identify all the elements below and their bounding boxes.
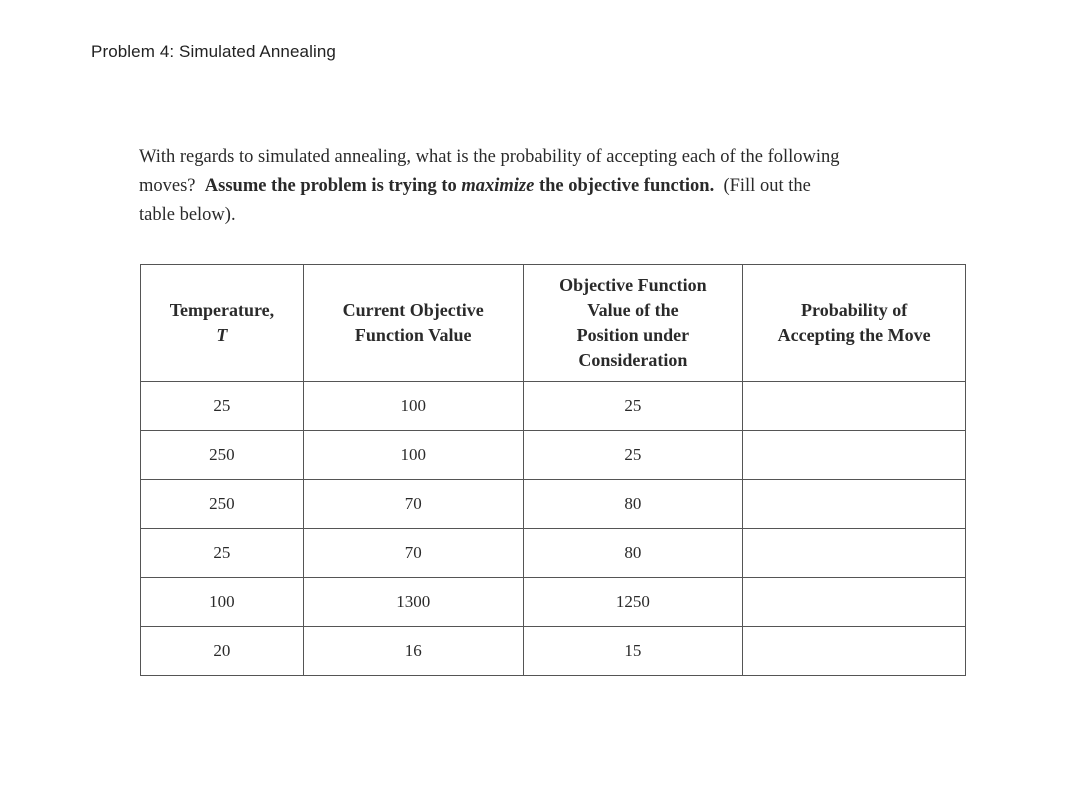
- table-row: [141, 529, 966, 578]
- header-probability-line-2: Accepting the Move: [777, 325, 931, 345]
- header-temperature-label: Temperature,: [169, 300, 275, 320]
- header-candidate-line-4: Consideration: [578, 350, 688, 370]
- cell-probability[interactable]: [743, 480, 966, 529]
- header-candidate-line-2: Value of the: [587, 300, 679, 320]
- cell-current-value: 70: [303, 529, 523, 578]
- page-title: Problem 4: Simulated Annealing: [91, 42, 336, 61]
- cell-temperature: 25: [141, 382, 304, 431]
- table-row: [141, 627, 966, 676]
- cell-temperature: 250: [141, 431, 304, 480]
- header-candidate-line-3: Position under: [576, 325, 690, 345]
- cell-probability[interactable]: [743, 578, 966, 627]
- statement-moves: moves?: [139, 176, 196, 196]
- problem-statement: [139, 143, 1009, 230]
- table-header-row: [141, 265, 966, 382]
- cell-candidate-value: 80: [523, 529, 743, 578]
- header-probability: [743, 265, 966, 382]
- cell-probability[interactable]: [743, 382, 966, 431]
- cell-probability[interactable]: [743, 529, 966, 578]
- statement-maximize: maximize: [461, 176, 535, 196]
- cell-current-value: 70: [303, 480, 523, 529]
- cell-candidate-value: 1250: [523, 578, 743, 627]
- header-candidate-value: [523, 265, 743, 382]
- cell-candidate-value: 25: [523, 382, 743, 431]
- cell-candidate-value: 25: [523, 431, 743, 480]
- header-current-value: [303, 265, 523, 382]
- header-temperature-symbol: T: [216, 325, 228, 345]
- statement-line-3: table below).: [139, 205, 236, 225]
- cell-candidate-value: 15: [523, 627, 743, 676]
- cell-current-value: 100: [303, 382, 523, 431]
- table-row: [141, 431, 966, 480]
- header-temperature: [141, 265, 304, 382]
- cell-temperature: 25: [141, 529, 304, 578]
- header-current-line-1: Current Objective: [342, 300, 484, 320]
- cell-probability[interactable]: [743, 627, 966, 676]
- statement-assumption: Assume the problem is trying to: [204, 176, 457, 196]
- header-candidate-line-1: Objective Function: [559, 275, 707, 295]
- statement-line-2: [139, 172, 1009, 201]
- header-probability-line-1: Probability of: [801, 300, 908, 320]
- table-row: [141, 578, 966, 627]
- cell-temperature: 20: [141, 627, 304, 676]
- cell-candidate-value: 80: [523, 480, 743, 529]
- statement-line-1: With regards to simulated annealing, what is the probability of accepting each of the following: [139, 147, 840, 167]
- cell-current-value: 16: [303, 627, 523, 676]
- header-current-line-2: Function Value: [354, 325, 472, 345]
- table-row: [141, 480, 966, 529]
- cell-probability[interactable]: [743, 431, 966, 480]
- table-row: [141, 382, 966, 431]
- cell-temperature: 250: [141, 480, 304, 529]
- moves-table: [140, 264, 966, 676]
- statement-objective: the objective function.: [538, 176, 715, 196]
- cell-current-value: 1300: [303, 578, 523, 627]
- statement-fill: (Fill out the: [723, 176, 811, 196]
- cell-current-value: 100: [303, 431, 523, 480]
- cell-temperature: 100: [141, 578, 304, 627]
